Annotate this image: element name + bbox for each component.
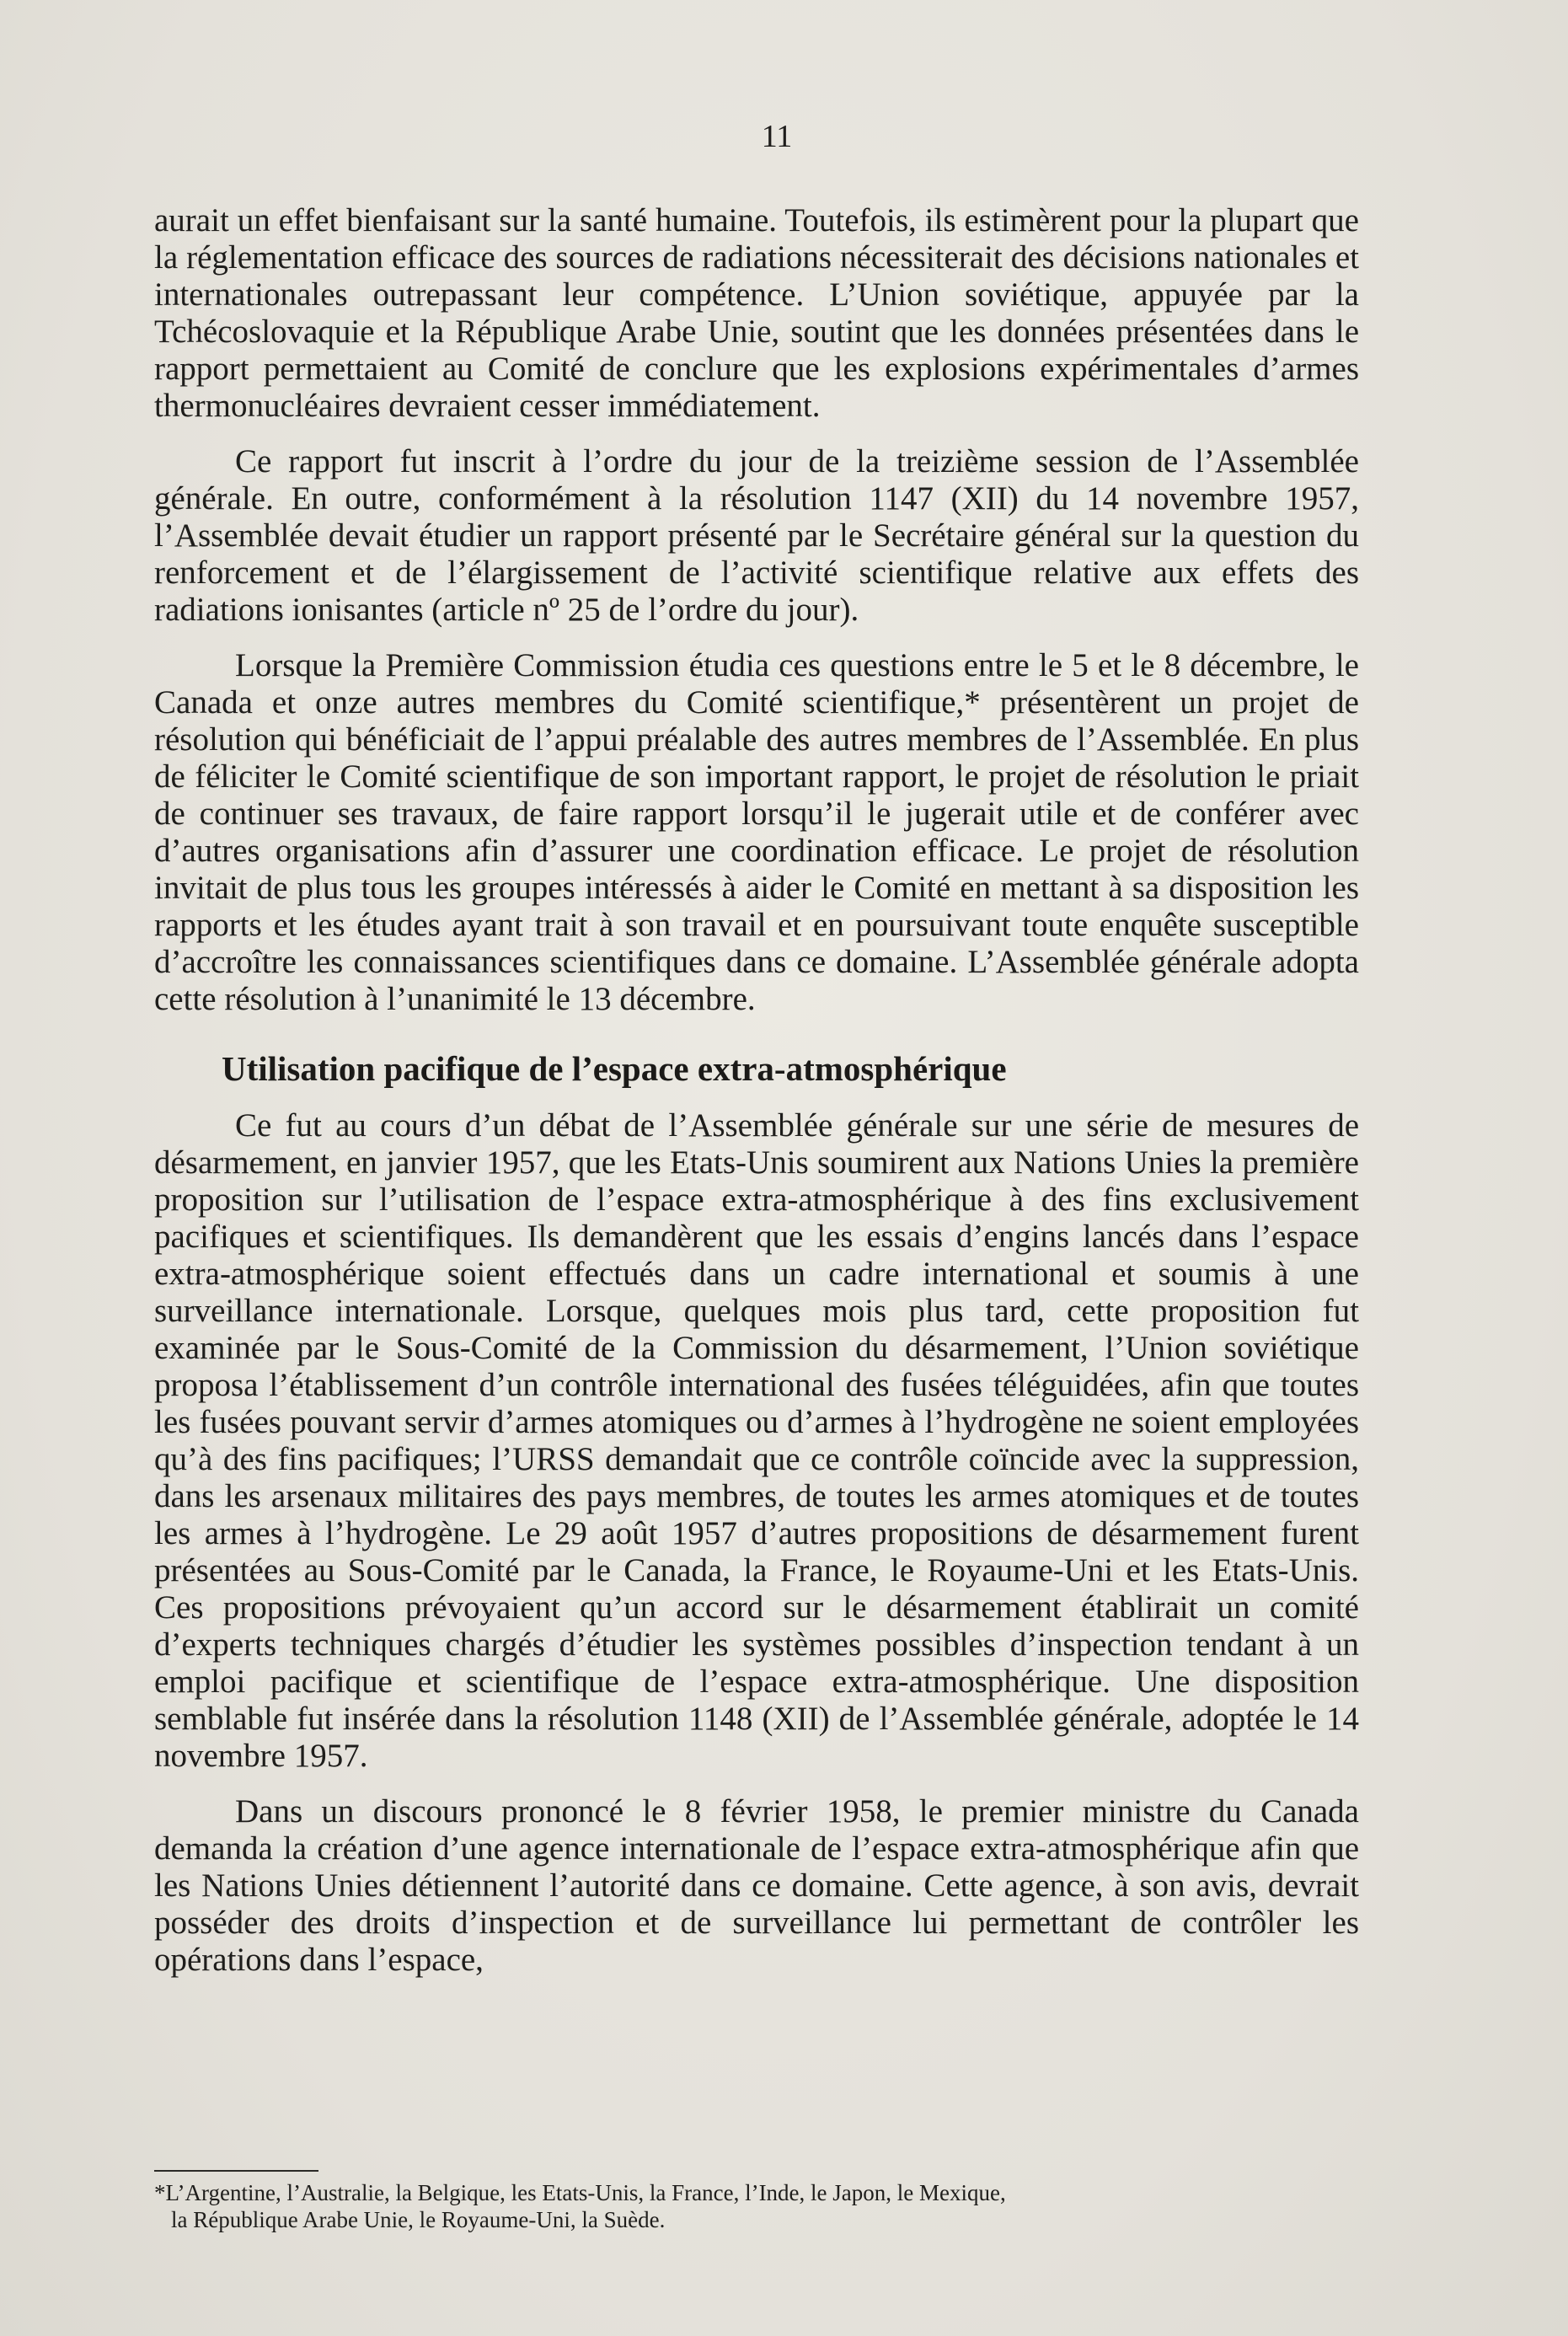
paragraph-report-agenda: Ce rapport fut inscrit à l’ordre du jour de la treizième session de l’Assemblée générale. En outre, conformément à la résolution 1147 (XII) du 14 novembre 1957, l’Assemblée devait étudier un rapport présenté par le Secrétaire général sur la question du renforcement et de l’élargissement de l’activité scientifique relative aux effets des radiations ionisantes (article nº 25 de l’ordre du jour). — [154, 443, 1359, 628]
paragraph-first-committee: Lorsque la Première Commission étudia ces questions entre le 5 et le 8 décembre, le Canada et onze autres membres du Comité scientifique,* présentèrent un projet de résolution qui bénéficiait de l’appui préalable des autres membres de l’Assemblée. En plus de féliciter le Comité scientifique de son important rapport, le projet de résolution le priait de continuer ses travaux, de faire rapport lorsqu’il le jugerait utile et de conférer avec d’autres organisations afin d’assurer une coordination efficace. Le projet de résolution invitait de plus tous les groupes intéressés à aider le Comité en mettant à sa disposition les rapports et les études ayant trait à son travail et en poursuivant toute enquête susceptible d’accroître les connaissances scientifiques dans ce domaine. L’Assemblée générale adopta cette résolution à l’unanimité le 13 décembre. — [154, 647, 1359, 1017]
paragraph-outer-space-proposals: Ce fut au cours d’un débat de l’Assemblée générale sur une série de mesures de désarmement, en janvier 1957, que les Etats-Unis soumirent aux Nations Unies la première proposition sur l’utilisation de l’espace extra-atmosphérique à des fins exclusivement pacifiques et scientifiques. Ils demandèrent que les essais d’engins lancés dans l’espace extra-atmosphérique soient effectués dans un cadre international et soumis à une surveillance internationale. Lorsque, quelques mois plus tard, cette proposition fut examinée par le Sous-Comité de la Commission du désarmement, l’Union soviétique proposa l’établissement d’un contrôle international des fusées téléguidées, afin que toutes les fusées pouvant servir d’armes atomiques ou d’armes à l’hydrogène ne soient employées qu’à des fins pacifiques; l’URSS demandait que ce contrôle coïncide avec la suppression, dans les arsenaux militaires des pays membres, de toutes les armes atomiques et de toutes les armes à l’hydrogène. Le 29 août 1957 d’autres propositions de désarmement furent présentées au Sous-Comité par le Canada, la France, le Royaume-Uni et les Etats-Unis. Ces propositions prévoyaient qu’un accord sur le désarmement établirait un comité d’experts techniques chargés d’étudier les systèmes possibles d’inspection tendant à un emploi pacifique et scientifique de l’espace extra-atmosphérique. Une disposition semblable fut insérée dans la résolution 1148 (XII) de l’Assemblée générale, adoptée le 14 novembre 1957. — [154, 1107, 1359, 1774]
footnote-line-2: la République Arabe Unie, le Royaume-Uni, la Suède. — [171, 2207, 666, 2232]
paragraph-continuation: aurait un effet bienfaisant sur la santé humaine. Toutefois, ils estimèrent pour la plupart que la réglementation efficace des sources de radiations nécessiterait des décisions nationales et internationales outrepassant leur compétence. L’Union soviétique, appuyée par la Tchécoslovaquie et la République Arabe Unie, soutint que les données présentées dans le rapport permettaient au Comité de conclure que les explosions expérimentales d’armes thermonucléaires devraient cesser immédiatement. — [154, 202, 1359, 424]
footnote — [154, 2179, 1359, 2233]
page-number: 11 — [761, 119, 793, 154]
page-body — [154, 118, 1359, 1979]
section-heading: Utilisation pacifique de l’espace extra-atmosphérique — [222, 1049, 1007, 1088]
paragraph-prime-minister-speech: Dans un discours prononcé le 8 février 1958, le premier ministre du Canada demanda la création d’une agence internationale de l’espace extra-atmosphérique afin que les Nations Unies détiennent l’autorité dans ce domaine. Cette agence, à son avis, devrait posséder des droits d’inspection et de surveillance lui permettant de contrôler les opérations dans l’espace, — [154, 1793, 1359, 1978]
footnote-divider — [154, 2170, 318, 2172]
footnote-line-1: *L’Argentine, l’Australie, la Belgique, les Etats-Unis, la France, l’Inde, le Japon, le Mexique, — [154, 2180, 1006, 2205]
